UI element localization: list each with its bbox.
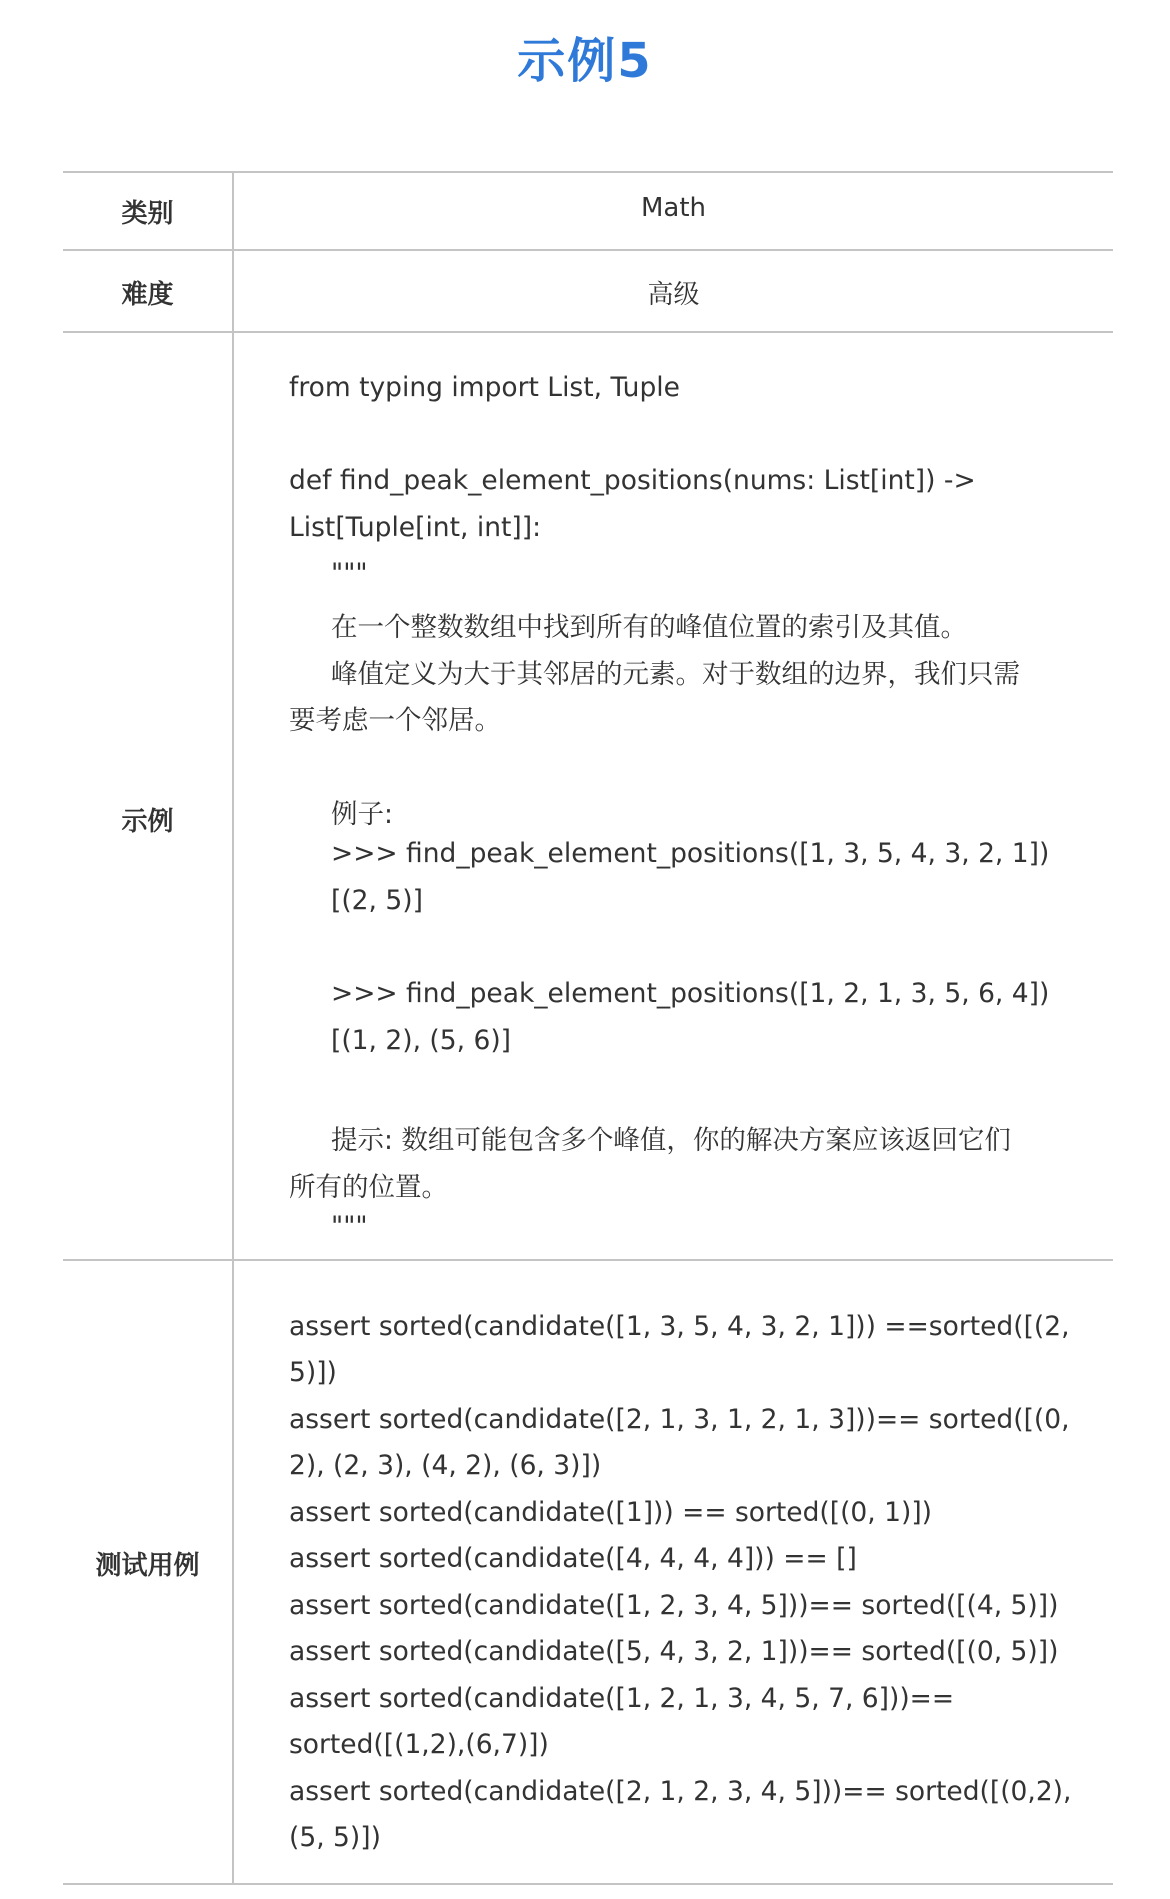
row-divider: [63, 1259, 1113, 1261]
difficulty-value: 高级: [647, 280, 700, 310]
test-line: assert sorted(candidate([2, 1, 2, 3, 4, 5]))== sorted([(0,2),: [289, 1776, 1072, 1807]
column-divider: [232, 173, 234, 1885]
code-line: >>> find_peak_element_positions([1, 2, 1, 3, 5, 6, 4]): [331, 978, 1050, 1009]
difficulty-label: 难度: [121, 280, 174, 310]
tests-label: 测试用例: [95, 1551, 200, 1581]
test-line: sorted([(1,2),(6,7)]): [289, 1729, 549, 1760]
table-bottom-border: [63, 1883, 1113, 1885]
code-line: 在一个整数数组中找到所有的峰值位置的索引及其值。: [331, 612, 967, 643]
row-divider: [63, 331, 1113, 333]
code-line: """: [331, 558, 368, 589]
code-line: 峰值定义为大于其邻居的元素。对于数组的边界，我们只需: [331, 659, 1020, 690]
code-line: 所有的位置。: [289, 1172, 448, 1203]
test-line: assert sorted(candidate([1, 3, 5, 4, 3, 2, 1])) ==sorted([(2,: [289, 1311, 1070, 1342]
test-line: assert sorted(candidate([2, 1, 3, 1, 2, 1, 3]))== sorted([(0,: [289, 1404, 1070, 1435]
test-line: assert sorted(candidate([4, 4, 4, 4])) == []: [289, 1543, 857, 1574]
test-line: 5)]): [289, 1357, 337, 1388]
category-value: Math: [640, 193, 707, 223]
test-line: (5, 5)]): [289, 1822, 381, 1853]
code-line: 提示: 数组可能包含多个峰值，你的解决方案应该返回它们: [331, 1125, 1011, 1156]
code-line: from typing import List, Tuple: [289, 372, 680, 403]
page-title: 示例5: [517, 33, 653, 89]
row-divider: [63, 249, 1113, 251]
code-line: def find_peak_element_positions(nums: List[int]) ->: [289, 465, 976, 496]
code-line: List[Tuple[int, int]]:: [289, 512, 541, 543]
code-line: 例子:: [331, 799, 393, 830]
code-line: >>> find_peak_element_positions([1, 3, 5, 4, 3, 2, 1]): [331, 838, 1050, 869]
code-line: [(2, 5)]: [331, 885, 423, 916]
code-line: [(1, 2), (5, 6)]: [331, 1025, 512, 1056]
example-label: 示例: [121, 807, 174, 837]
category-label: 类别: [121, 199, 174, 229]
code-line: """: [331, 1211, 368, 1242]
test-line: assert sorted(candidate([1, 2, 3, 4, 5]))== sorted([(4, 5)]): [289, 1590, 1059, 1621]
table-top-border: [63, 171, 1113, 173]
test-line: 2), (2, 3), (4, 2), (6, 3)]): [289, 1450, 602, 1481]
test-line: assert sorted(candidate([1])) == sorted([(0, 1)]): [289, 1497, 933, 1528]
test-line: assert sorted(candidate([5, 4, 3, 2, 1]))== sorted([(0, 5)]): [289, 1636, 1059, 1667]
test-line: assert sorted(candidate([1, 2, 1, 3, 4, 5, 7, 6]))==: [289, 1683, 955, 1714]
code-line: 要考虑一个邻居。: [289, 705, 501, 736]
